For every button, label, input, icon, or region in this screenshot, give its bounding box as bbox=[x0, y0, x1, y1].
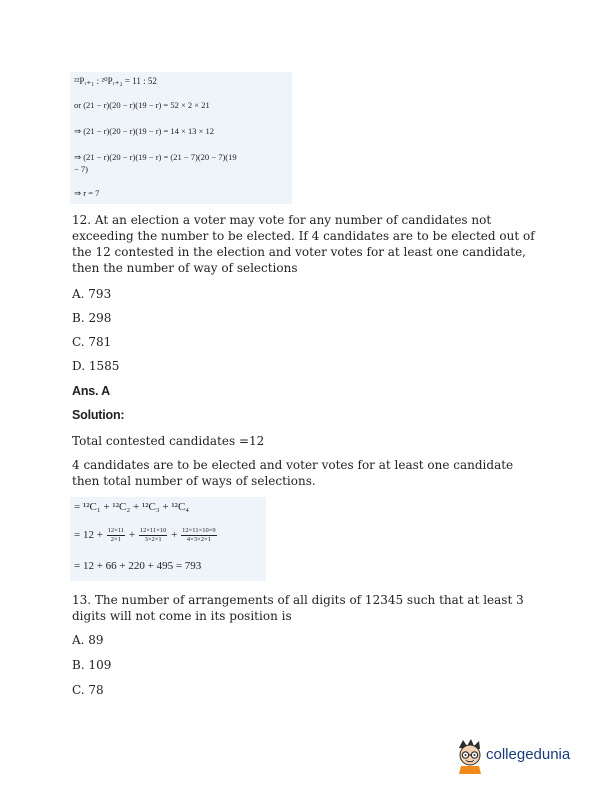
combination-solution-box bbox=[70, 497, 266, 581]
fraction-2-den: 3×2×1 bbox=[144, 536, 162, 543]
solution-line-4b: − 7) bbox=[74, 164, 88, 174]
fraction-1-num: 12×11 bbox=[107, 527, 125, 534]
q13-option-b: B. 109 bbox=[72, 658, 112, 672]
q12-option-d: D. 1585 bbox=[72, 359, 120, 373]
permutation-solution-box bbox=[70, 72, 292, 204]
fraction-1-den: 2×1 bbox=[110, 536, 121, 543]
question-12-text: 12. At an election a voter may vote for any number of candidates not exceeding the number to be elected. If 4 candidates are to be elected out of the 12 contested in the election and voter votes for at least one candidate, then the number of way of selections bbox=[72, 213, 535, 275]
q13-option-a: A. 89 bbox=[72, 633, 104, 647]
solution-line-4a: ⇒ (21 − r)(20 − r)(19 − r) = (21 − 7)(20 − 7)(19 bbox=[74, 152, 237, 162]
plus-sign-1: + bbox=[128, 529, 136, 542]
fraction-3 bbox=[181, 527, 217, 544]
q12-solution-label: Solution: bbox=[72, 408, 125, 422]
solution-line-1: ²²Pᵣ₊₁ : ²⁰Pᵣ₊₂ = 11 : 52 bbox=[74, 76, 157, 86]
solution-line-2: or (21 − r)(20 − r)(19 − r) = 52 × 2 × 21 bbox=[74, 100, 210, 110]
fraction-2 bbox=[139, 527, 168, 544]
combination-sum: = ¹²C₁ + ¹²C₂ + ¹²C₃ + ¹²C₄ bbox=[74, 501, 190, 513]
q12-solution-text-2: 4 candidates are to be elected and voter votes for at least one candidate then total number of ways of selections. bbox=[72, 458, 514, 488]
q12-option-a: A. 793 bbox=[72, 287, 112, 301]
fraction-3-den: 4×3×2×1 bbox=[186, 536, 211, 543]
fraction-1 bbox=[107, 527, 125, 544]
brand-name: collegedunia bbox=[486, 746, 571, 763]
expansion-start: = 12 + bbox=[74, 529, 103, 542]
solution-line-5: ⇒ r = 7 bbox=[74, 188, 100, 198]
q12-solution-text-1: Total contested candidates =12 bbox=[72, 434, 265, 448]
mascot-icon bbox=[453, 738, 487, 774]
solution-line-3: ⇒ (21 − r)(20 − r)(19 − r) = 14 × 13 × 12 bbox=[74, 126, 214, 136]
plus-sign-2: + bbox=[171, 529, 178, 542]
q12-option-c: C. 781 bbox=[72, 335, 112, 349]
q12-answer: Ans. A bbox=[72, 384, 110, 398]
q13-option-c: C. 78 bbox=[72, 683, 104, 697]
fraction-2-num: 12×11×10 bbox=[139, 527, 167, 534]
combination-total: = 12 + 66 + 220 + 495 = 793 bbox=[74, 560, 202, 572]
combination-expansion bbox=[74, 527, 218, 544]
fraction-3-num: 12×11×10×9 bbox=[182, 527, 216, 534]
question-13-text: 13. The number of arrangements of all digits of 12345 such that at least 3 digits will not come in its position is bbox=[72, 593, 524, 623]
q12-option-b: B. 298 bbox=[72, 311, 112, 325]
